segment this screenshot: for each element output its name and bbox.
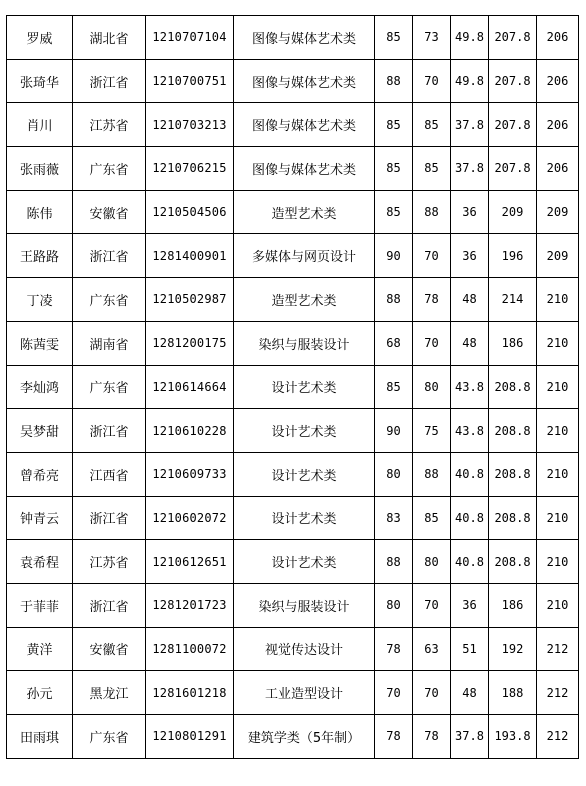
table-row <box>7 583 579 627</box>
rank-cell: 206 <box>537 16 579 60</box>
total-score-cell: 208.8 <box>489 365 537 409</box>
score-1-cell: 85 <box>375 147 413 191</box>
major-cell: 视觉传达设计 <box>234 627 375 671</box>
score-2-cell: 63 <box>413 627 451 671</box>
name-cell: 张雨薇 <box>7 147 73 191</box>
name-cell: 黄洋 <box>7 627 73 671</box>
table-row <box>7 365 579 409</box>
score-3-cell: 40.8 <box>451 540 489 584</box>
score-3-cell: 43.8 <box>451 365 489 409</box>
rank-cell: 212 <box>537 627 579 671</box>
score-1-cell: 90 <box>375 409 413 453</box>
province-cell: 江苏省 <box>73 103 146 147</box>
province-cell: 湖北省 <box>73 16 146 60</box>
score-1-cell: 85 <box>375 365 413 409</box>
province-cell: 浙江省 <box>73 496 146 540</box>
major-cell: 工业造型设计 <box>234 671 375 715</box>
total-score-cell: 208.8 <box>489 409 537 453</box>
name-cell: 丁凌 <box>7 278 73 322</box>
total-score-cell: 193.8 <box>489 715 537 759</box>
score-table <box>6 15 579 759</box>
total-score-cell: 214 <box>489 278 537 322</box>
major-cell: 设计艺术类 <box>234 540 375 584</box>
score-3-cell: 43.8 <box>451 409 489 453</box>
table-row <box>7 627 579 671</box>
province-cell: 江苏省 <box>73 540 146 584</box>
major-cell: 染织与服装设计 <box>234 583 375 627</box>
major-cell: 染织与服装设计 <box>234 321 375 365</box>
table-row <box>7 147 579 191</box>
table-row <box>7 278 579 322</box>
total-score-cell: 196 <box>489 234 537 278</box>
major-cell: 图像与媒体艺术类 <box>234 103 375 147</box>
province-cell: 广东省 <box>73 278 146 322</box>
exam-id-cell: 1210703213 <box>146 103 234 147</box>
score-2-cell: 78 <box>413 278 451 322</box>
major-cell: 多媒体与网页设计 <box>234 234 375 278</box>
name-cell: 袁希程 <box>7 540 73 584</box>
score-3-cell: 37.8 <box>451 103 489 147</box>
total-score-cell: 207.8 <box>489 103 537 147</box>
exam-id-cell: 1210610228 <box>146 409 234 453</box>
major-cell: 图像与媒体艺术类 <box>234 16 375 60</box>
rank-cell: 210 <box>537 409 579 453</box>
score-2-cell: 70 <box>413 583 451 627</box>
total-score-cell: 188 <box>489 671 537 715</box>
exam-id-cell: 1210614664 <box>146 365 234 409</box>
name-cell: 钟青云 <box>7 496 73 540</box>
table-row <box>7 16 579 60</box>
score-3-cell: 48 <box>451 671 489 715</box>
name-cell: 李灿鸿 <box>7 365 73 409</box>
exam-id-cell: 1210609733 <box>146 452 234 496</box>
score-2-cell: 85 <box>413 103 451 147</box>
name-cell: 于菲菲 <box>7 583 73 627</box>
score-2-cell: 70 <box>413 671 451 715</box>
name-cell: 陈茜雯 <box>7 321 73 365</box>
total-score-cell: 208.8 <box>489 540 537 584</box>
score-2-cell: 70 <box>413 234 451 278</box>
table-row <box>7 321 579 365</box>
rank-cell: 212 <box>537 715 579 759</box>
rank-cell: 209 <box>537 234 579 278</box>
exam-id-cell: 1210707104 <box>146 16 234 60</box>
table-row <box>7 190 579 234</box>
rank-cell: 209 <box>537 190 579 234</box>
rank-cell: 210 <box>537 278 579 322</box>
rank-cell: 212 <box>537 671 579 715</box>
major-cell: 设计艺术类 <box>234 452 375 496</box>
rank-cell: 210 <box>537 540 579 584</box>
table-row <box>7 496 579 540</box>
exam-id-cell: 1281601218 <box>146 671 234 715</box>
total-score-cell: 186 <box>489 321 537 365</box>
major-cell: 图像与媒体艺术类 <box>234 147 375 191</box>
rank-cell: 210 <box>537 583 579 627</box>
score-1-cell: 70 <box>375 671 413 715</box>
rank-cell: 210 <box>537 365 579 409</box>
rank-cell: 210 <box>537 452 579 496</box>
major-cell: 设计艺术类 <box>234 409 375 453</box>
exam-id-cell: 1281100072 <box>146 627 234 671</box>
province-cell: 浙江省 <box>73 583 146 627</box>
name-cell: 张琦华 <box>7 59 73 103</box>
rank-cell: 206 <box>537 147 579 191</box>
score-2-cell: 85 <box>413 496 451 540</box>
major-cell: 建筑学类（5年制） <box>234 715 375 759</box>
exam-id-cell: 1210700751 <box>146 59 234 103</box>
province-cell: 广东省 <box>73 365 146 409</box>
score-3-cell: 37.8 <box>451 147 489 191</box>
exam-id-cell: 1281400901 <box>146 234 234 278</box>
table-body <box>7 16 579 759</box>
name-cell: 吴梦甜 <box>7 409 73 453</box>
score-1-cell: 88 <box>375 278 413 322</box>
score-1-cell: 85 <box>375 16 413 60</box>
score-3-cell: 37.8 <box>451 715 489 759</box>
score-3-cell: 36 <box>451 583 489 627</box>
total-score-cell: 208.8 <box>489 496 537 540</box>
table-row <box>7 234 579 278</box>
score-2-cell: 80 <box>413 365 451 409</box>
score-1-cell: 90 <box>375 234 413 278</box>
score-2-cell: 80 <box>413 540 451 584</box>
score-3-cell: 49.8 <box>451 59 489 103</box>
name-cell: 陈伟 <box>7 190 73 234</box>
score-3-cell: 48 <box>451 321 489 365</box>
score-1-cell: 78 <box>375 715 413 759</box>
table-row <box>7 715 579 759</box>
total-score-cell: 208.8 <box>489 452 537 496</box>
exam-id-cell: 1210612651 <box>146 540 234 584</box>
score-2-cell: 70 <box>413 321 451 365</box>
score-3-cell: 48 <box>451 278 489 322</box>
score-3-cell: 36 <box>451 190 489 234</box>
total-score-cell: 207.8 <box>489 16 537 60</box>
major-cell: 设计艺术类 <box>234 496 375 540</box>
name-cell: 孙元 <box>7 671 73 715</box>
score-2-cell: 70 <box>413 59 451 103</box>
score-3-cell: 49.8 <box>451 16 489 60</box>
score-1-cell: 78 <box>375 627 413 671</box>
rank-cell: 210 <box>537 321 579 365</box>
exam-id-cell: 1210602072 <box>146 496 234 540</box>
score-3-cell: 36 <box>451 234 489 278</box>
table-row <box>7 59 579 103</box>
total-score-cell: 192 <box>489 627 537 671</box>
score-1-cell: 88 <box>375 59 413 103</box>
score-1-cell: 80 <box>375 452 413 496</box>
exam-id-cell: 1281201723 <box>146 583 234 627</box>
total-score-cell: 207.8 <box>489 59 537 103</box>
exam-id-cell: 1210706215 <box>146 147 234 191</box>
score-2-cell: 75 <box>413 409 451 453</box>
province-cell: 浙江省 <box>73 234 146 278</box>
score-2-cell: 88 <box>413 452 451 496</box>
exam-id-cell: 1210801291 <box>146 715 234 759</box>
score-3-cell: 40.8 <box>451 452 489 496</box>
major-cell: 造型艺术类 <box>234 278 375 322</box>
province-cell: 江西省 <box>73 452 146 496</box>
major-cell: 设计艺术类 <box>234 365 375 409</box>
name-cell: 肖川 <box>7 103 73 147</box>
score-1-cell: 68 <box>375 321 413 365</box>
score-2-cell: 73 <box>413 16 451 60</box>
total-score-cell: 186 <box>489 583 537 627</box>
rank-cell: 210 <box>537 496 579 540</box>
major-cell: 造型艺术类 <box>234 190 375 234</box>
score-1-cell: 85 <box>375 103 413 147</box>
province-cell: 浙江省 <box>73 59 146 103</box>
major-cell: 图像与媒体艺术类 <box>234 59 375 103</box>
score-3-cell: 51 <box>451 627 489 671</box>
province-cell: 广东省 <box>73 715 146 759</box>
name-cell: 田雨琪 <box>7 715 73 759</box>
table-row <box>7 409 579 453</box>
score-1-cell: 80 <box>375 583 413 627</box>
table-row <box>7 452 579 496</box>
total-score-cell: 207.8 <box>489 147 537 191</box>
exam-id-cell: 1210504506 <box>146 190 234 234</box>
score-1-cell: 83 <box>375 496 413 540</box>
score-1-cell: 85 <box>375 190 413 234</box>
exam-id-cell: 1281200175 <box>146 321 234 365</box>
province-cell: 黑龙江 <box>73 671 146 715</box>
exam-id-cell: 1210502987 <box>146 278 234 322</box>
rank-cell: 206 <box>537 103 579 147</box>
score-2-cell: 78 <box>413 715 451 759</box>
rank-cell: 206 <box>537 59 579 103</box>
score-1-cell: 88 <box>375 540 413 584</box>
province-cell: 广东省 <box>73 147 146 191</box>
province-cell: 安徽省 <box>73 627 146 671</box>
name-cell: 罗威 <box>7 16 73 60</box>
score-2-cell: 88 <box>413 190 451 234</box>
province-cell: 安徽省 <box>73 190 146 234</box>
province-cell: 浙江省 <box>73 409 146 453</box>
score-2-cell: 85 <box>413 147 451 191</box>
table-row <box>7 103 579 147</box>
name-cell: 曾希亮 <box>7 452 73 496</box>
name-cell: 王路路 <box>7 234 73 278</box>
score-3-cell: 40.8 <box>451 496 489 540</box>
total-score-cell: 209 <box>489 190 537 234</box>
table-row <box>7 540 579 584</box>
province-cell: 湖南省 <box>73 321 146 365</box>
table-row <box>7 671 579 715</box>
